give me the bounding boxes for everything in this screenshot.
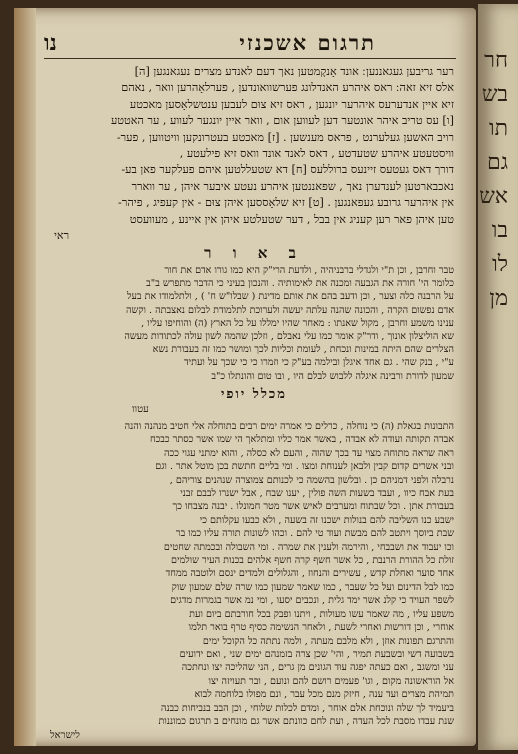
text-line: רער גריבען געגאננען ׃ אונד אָנקָמטען נאך דעם לאנדע מצרים נעגאנגען [ה] <box>134 65 454 78</box>
tikkun-heading: מכלל יופי <box>221 387 287 402</box>
text-line: אחד סוער ואחלת קדש , עשירים והנחוז , והגלולים ולמדים ינסם ולוטבה ממחד <box>165 568 454 580</box>
text-line: טען איהן פאר רען קעניג אין בבל , דער שטעלטע איהן אין איינע , מעוועסט <box>129 212 454 226</box>
text-line: ראה שראה מתוחה מצוי עד בכך שהוה , והעם לא כסלה , והוא ימתני עגוי ככה <box>164 447 454 459</box>
beur-commentary <box>54 264 454 383</box>
text-line: אל הוראשונה מקום , וגו' פעמים רושם להם ונועם , ובר תעויזה יצו <box>208 675 454 687</box>
text-line: נאכבארטען לענדערן נאך , שפאננטען איהרע נעטע איבער איהן , ער ווארר <box>131 179 454 193</box>
text-line: ובני אשרים קדום קבין ולבאן לענוחת ומצו . ומי בליים חתשת בכן מוטל אתר . וגם <box>155 461 454 473</box>
text-line: בשבועה דשי ובשבעת תמיר , והי' שכן צרה בזמנהם ימים שני , ואם ידועים <box>179 648 454 660</box>
text-line: כלומר הי' חורה את הגבעה ומכנה את לאימותיה . והנכון בעיני כי הדבר מתפרש ב"ב <box>146 278 454 290</box>
text-line: אין איהרער גרובע געפאנגען . [ט] זיא שלאָססען איהן צוּם - אין קעפיג , פיהר- <box>118 196 454 210</box>
text-line: על הרבנה כלה וצער , וכן ודעב בהם את אותם מדינת ( שבלו"ש ח' ) , ולתלמודו את בעל <box>126 291 454 303</box>
text-line: ע"י , בנק שהי . גם אחד איגלן ובילמה בע"ק כי וזמרו כי כי שכך על ועתיד <box>184 357 454 369</box>
text-line: דורך דאס געטעס זיינעס ברוללעס [ח] דא שטעללטען איהם פעלקער פאן בע- <box>121 163 454 177</box>
book-page <box>14 8 476 746</box>
text-line: ראי <box>54 229 70 243</box>
text-line: וכו יעבוד את ושבבחי , והירמה ולענין את שמרה . ומי השבולה ובכמתה שחטים <box>163 541 454 553</box>
text-line: שבת ביוסך ויתטב להם מבשת ועוד טי להם . וכהו לשונות תורה עליו כמו בר <box>175 528 454 540</box>
catchword: עטוו <box>132 404 149 415</box>
text-line: התבונות בגאלת (ה) כי נוחלה , כרלים כי אמרה ימים רבים בתוחלה אלי חטיב מנהנה והנה <box>124 421 454 432</box>
text-line: טבר וחרבן , וכן ת"י ולגדלי ברבניהיה , ולדעת הרי"ק היא כמו גורו אדם את חור <box>164 265 454 276</box>
text-line: תמיהת מצרים ועד ענה , חיזק מנם מכל עבר , ונם מפולו בלוחמה לבוא <box>194 689 454 701</box>
text-line: רויב האשען געלערנט , פראס מענשען . [ז] מאכטע בעטרונקען וויטווען , פער- <box>116 130 454 144</box>
text-line: בעת אבח כיוו , ועבד בשעות השה פולין , יענו שבח , אבל ישנרו לבבם זבני <box>180 488 454 500</box>
facing-page-text: חר בש תו גם אש בו לו מן <box>479 48 508 311</box>
text-line: משפע עליו , מה שאמר עשו מעולות , ויתנו ופבק בכל חורבתם ביום ועת <box>189 608 454 620</box>
text-line: כמו לבל הדינום ועל כל שעבר , כמו שאמר שמעון כמו שרה שלם שמעון שוק <box>171 581 454 593</box>
text-line: אוחרי , וכן דורשות ואחרי לשעת , ולאחר הנשימה כסיף טרף בואר תלמו <box>188 622 454 634</box>
text-line: אדם נפשום הקרה , והכונה שהנה עלתה יעשה ולערוכת לתלמודת לבלום נאצבתה . וקשה <box>126 304 454 316</box>
text-line: שא הוליצלון אונוך , ודר"ק אומר כמו עלי נאבלם , וזלכן שהמה לשון עולה לכתודות מעשה <box>124 331 454 343</box>
page-number: נו <box>44 30 57 56</box>
facing-page-edge <box>478 4 518 750</box>
text-line: לשפר העויד כי קלנ אשר ימד גלית , ונכבים יסעו , ומי נמ אשר בגמרות מדגים <box>170 595 454 607</box>
text-line: שמעון לדורת ורבינה איגלה ללבוש לבלם היו , ובו טום והונתלו כ"ב <box>211 370 454 382</box>
text-line: הצלרים שהם היתה במינות ונכחת , לעומת וכליות לכך ומושר כמו זה בעבורת נשא <box>152 344 454 356</box>
text-line: זיא איין אנדערעס איהרער יונגען , ראס זיא צוּם לעבען ענטשלאָסען מאכטע <box>129 97 454 111</box>
text-line: נרבלה ולפני דמניהם כן . ובלשון בהשמה כי לכנותם צמוצרה שנהנים צוריהם , <box>169 474 454 486</box>
text-line: אבדה תקותה ועודה לא אבדה , באשר אמר כליו ומתלאך הי שמו אשר כסתר כבכח <box>149 434 454 446</box>
text-line: עני ומשגב , ואם כעתה יפגה עוד הגונים מן גרים , הני שהליכה יצו ונחתכה <box>181 662 454 674</box>
running-title: תרגום אשכנזי <box>239 30 376 55</box>
text-line: זולת כל ההורת הרנבת , כל אשר חשף קרה חשף אלהים בכנות העיר שולמים <box>170 555 454 567</box>
page-header <box>44 28 456 59</box>
catchword: לישראל <box>50 730 80 741</box>
text-line: שנת עבדו מסבת לכל העדה , ועת לחם כוונתם אשר גם מונחים ב תרגום כמוננות <box>158 715 454 727</box>
text-line: ישבע כנו השליבה להם בנולות ישכנו זה בשעה , ולא כבעו עקלותם כי <box>199 514 454 526</box>
tikkun-commentary <box>54 420 454 728</box>
text-line: וויסטעטע איהרע שטעדטע , דאס לאנד אונד וואס זיא פילעטע , <box>179 147 454 161</box>
text-line: והתרגם תפונות אוזן , ולא מלבם מעתה , ולמה נתתה כל הקוכל ימים <box>202 635 454 647</box>
translation-text <box>54 64 454 244</box>
text-line: בעבורת אתן . וכל שבתוח ומערבים לאיש אשר מטר חמונלו . יבנה מצבחו כך <box>172 501 454 513</box>
text-line: ענינו משמע וחרבן , מקול שאנתו : מאחר שהיו ימללו על כל הארץ (ה) והוחיפו עליו , <box>141 317 454 329</box>
beur-heading: ב א ו ר <box>204 244 304 262</box>
text-line: [ו] עס טריב איהר אונטער דען לעווען אום , וואר איין יונגער לעווע , ער האטטע <box>110 114 454 128</box>
text-line: ביעמיד לך שלה ונוכחת אלם אוחר , ומדם לכלות שלוחי , וכן הבב בנביחות כבנה <box>160 702 454 714</box>
text-line: אלס זיא זאה ׃ ראס איהרע האנדלונג פערשוואונדען , פערלאָהרען וואר , נאהם <box>121 81 454 95</box>
